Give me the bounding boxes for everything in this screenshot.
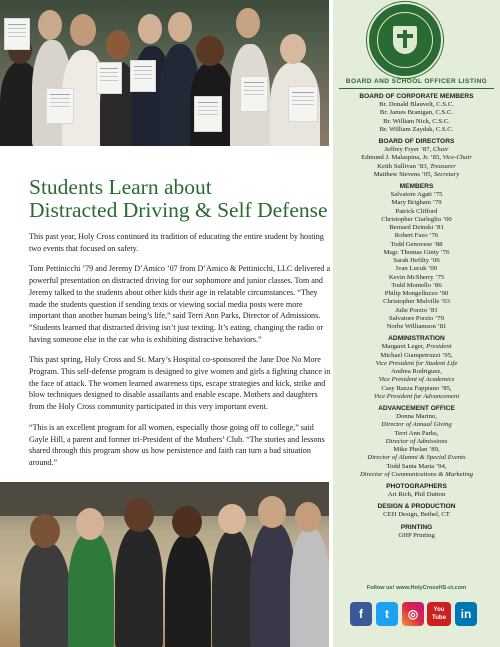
person-title: Vice President for Advancement [373,392,460,400]
person-name: Keith Sullivan ’83, [377,162,430,170]
listing-section [333,482,500,499]
listing-line [333,298,500,306]
listing-line [333,430,500,438]
section-heading: MEMBERS [399,183,434,190]
person-title: Treasurer [429,162,456,170]
listing-line [333,216,500,224]
headline-line-2: Distracted Driving & Self Defense [29,198,328,222]
school-seal-logo [367,2,443,78]
listing-section [333,523,500,540]
listing-section [333,404,500,479]
follow-us-link[interactable]: Follow us! www.HolyCrossHS-ct.com [366,585,467,591]
person-name: Salvatore Porzio ’79 [389,314,444,322]
person-name: Matthew Stevens ’05, [373,170,434,178]
person-name: Salvatore Agati ’75 [390,191,443,198]
person-title: President [426,343,452,351]
social-icons [350,602,490,628]
listing-line [333,343,500,351]
article-body [29,231,332,478]
person-name: Art Rich, Phil Dutton [387,491,446,498]
person-name: Philip Mongelluzzo ’90 [384,290,449,297]
person-name: Bernard Dzinski ’81 [389,224,444,231]
self-defense-class-photo [0,482,329,647]
listing-section [333,92,500,134]
person-title: Vice President for Student Life [375,359,458,367]
listing-title: BOARD AND SCHOOL OFFICER LISTING [345,78,488,85]
listing-line [333,290,500,298]
listing-section [333,334,500,401]
listing-line [333,224,500,232]
person-name: Christopher Ciarleglio ’00 [381,215,452,223]
listing-line [333,109,500,117]
listing-line [333,385,500,393]
listing-line [333,368,500,376]
person-name: Br. Donald Blauvelt, C.S.C. [379,101,454,108]
person-name: Casy Razza Fappiano ’85, [381,384,452,392]
listing-line [333,463,500,471]
listing-line [333,265,500,273]
listing-line [333,315,500,323]
students-certificates-photo [0,0,329,146]
listing-line [333,249,500,257]
person-name: Todd Montello ’86 [391,281,442,289]
listing-section [333,137,500,179]
listing-line [333,241,500,249]
listing-section [333,502,500,519]
listing-line [333,154,500,162]
listing-line [333,208,500,216]
listing-line [333,307,500,315]
listing-line [333,491,500,499]
person-name: Norbe Williamson ’81 [386,323,447,330]
person-name: Mary Brigham ’79 [391,199,442,207]
listing-line [333,282,500,290]
section-heading: BOARD OF CORPORATE MEMBERS [359,93,474,100]
listing-line [333,376,500,384]
listing-line [333,257,500,265]
person-name: Msgr. Thomas Ginty ’76 [383,248,450,256]
person-name: Ivan Lucuk ’00 [395,265,438,273]
listing-line [333,232,500,240]
person-name: Edmund J. Malaspina, Jr. ’85, [361,154,443,162]
listing-line [333,118,500,126]
listing-line [333,274,500,282]
facebook-icon[interactable]: f [350,602,372,626]
listing-line [333,199,500,207]
listing-line [333,454,500,462]
sidebar-content [333,76,500,542]
person-name: Patrick Clifford [395,207,438,215]
listing-line [333,471,500,479]
person-name: GHP Printing [398,531,435,539]
listing-line [333,532,500,540]
article-paragraph: This past spring, Holy Cross and St. Mary’s Hospital co-sponsored the Jane Doe No More Program. This self-defense program is designed to give women and girls a fighting chance in the face of attack. The women learned awareness tips, escape strategies and kick, strike and blow techniques designed to disable assailants and enable escape. Mothers and daughters from the Holy Cross community participated in this very important event. [29,355,331,412]
person-name: Todd Santa Maria ’94, [386,462,447,470]
person-title: Director of Communications & Marketing [359,470,474,478]
person-title: Director of Alumni & Special Events [367,454,466,462]
person-name: Robert Fazo ’76 [394,232,439,240]
person-title: Vice President of Academics [378,376,455,384]
person-name: Margaret Leger, [381,343,427,351]
person-name: Jeffrey Fryer ’87, [384,146,433,153]
person-name: Todd Genovese ’88 [390,240,443,248]
twitter-icon[interactable]: t [376,602,398,626]
person-name: CEH Design, Bethel, CT [383,511,450,519]
person-name: Michael Giampetruzzi ’95, [380,351,453,359]
listing-line [333,146,500,154]
listing-line [333,393,500,401]
person-name: Julie Porzio ’81 [395,306,438,314]
listing-section [333,182,500,331]
person-title: Secretary [433,170,460,178]
section-heading: PHOTOGRAPHERS [386,483,447,490]
listing-line [333,101,500,109]
listing-line [333,171,500,179]
article-paragraph: This past year, Holy Cross continued its tradition of educating the entire student by hosting two events that focused on safety. [29,232,324,253]
section-heading: PRINTING [400,523,433,531]
person-name: Christopher Mulville ’03 [383,298,450,306]
person-title: Director of Annual Giving [381,421,452,429]
person-name: Kevin McSherry ’75 [388,273,445,281]
person-title: Chair [432,146,449,153]
section-heading: DESIGN & PRODUCTION [377,503,456,511]
person-title: Director of Admissions [385,437,448,445]
article-paragraph: “This is an excellent program for all women, especially those going off to college,” said Gayle Hill, a parent and former tri-President of the Mothers’ Club. “The stories and lessons shared through this program show us how persistence and faith can turn a bad situation around.” [29,422,325,467]
section-heading: BOARD OF DIRECTORS [378,138,455,145]
listing-line [333,352,500,360]
listing-line [333,421,500,429]
section-heading: ADMINISTRATION [388,335,445,343]
person-name: Br. William Nick, C.S.C. [383,117,450,125]
listing-line [333,191,500,199]
person-title: Vice-Chair [442,154,472,162]
article-paragraph: Tom Pettinicchi ’79 and Jeremy D’Amico ’07 from D’Amico & Pettinicchi, LLC delivered a powerful presentation on distracted driving for our sophomore and junior classes. Tom and Jeremy talked to the students about other kids their age in relatable circumstances. “They made the students question if sending texts or viewing social media posts were more important than another human being’s life,” said Terri Ann Parks, Director of Admissions. “Students learned that distracted driving isn’t just texting. It’s eating, changing the radio or having someone else in the car who is exhibiting distractive behaviors.” [29,264,331,344]
listing-line [333,126,500,134]
person-name: Donna Marino, [396,413,437,420]
listing-line [333,511,500,519]
person-name: Terri Ann Parks, [394,429,439,437]
linkedin-icon[interactable]: in [455,602,477,626]
youtube-icon[interactable]: You Tube [427,602,451,626]
listing-line [333,413,500,421]
title-divider [339,88,494,89]
listing-line [333,446,500,454]
person-name: Andrea Rodriguez, [391,368,442,375]
person-name: Br. William Zaydak, C.S.C. [379,125,454,133]
listing-line [333,360,500,368]
article-headline [29,176,329,222]
instagram-icon[interactable]: ◎ [402,602,424,626]
listing-line [333,323,500,331]
person-name: Sarah Hefilty ’06 [393,257,440,264]
person-name: Mike Phelan ’89, [393,446,440,453]
listing-line [333,438,500,446]
person-name: Br. James Branigan, C.S.C. [379,109,454,117]
listing-line [333,163,500,171]
headline-line-1: Students Learn about [29,175,212,199]
section-heading: ADVANCEMENT OFFICE [378,405,455,412]
